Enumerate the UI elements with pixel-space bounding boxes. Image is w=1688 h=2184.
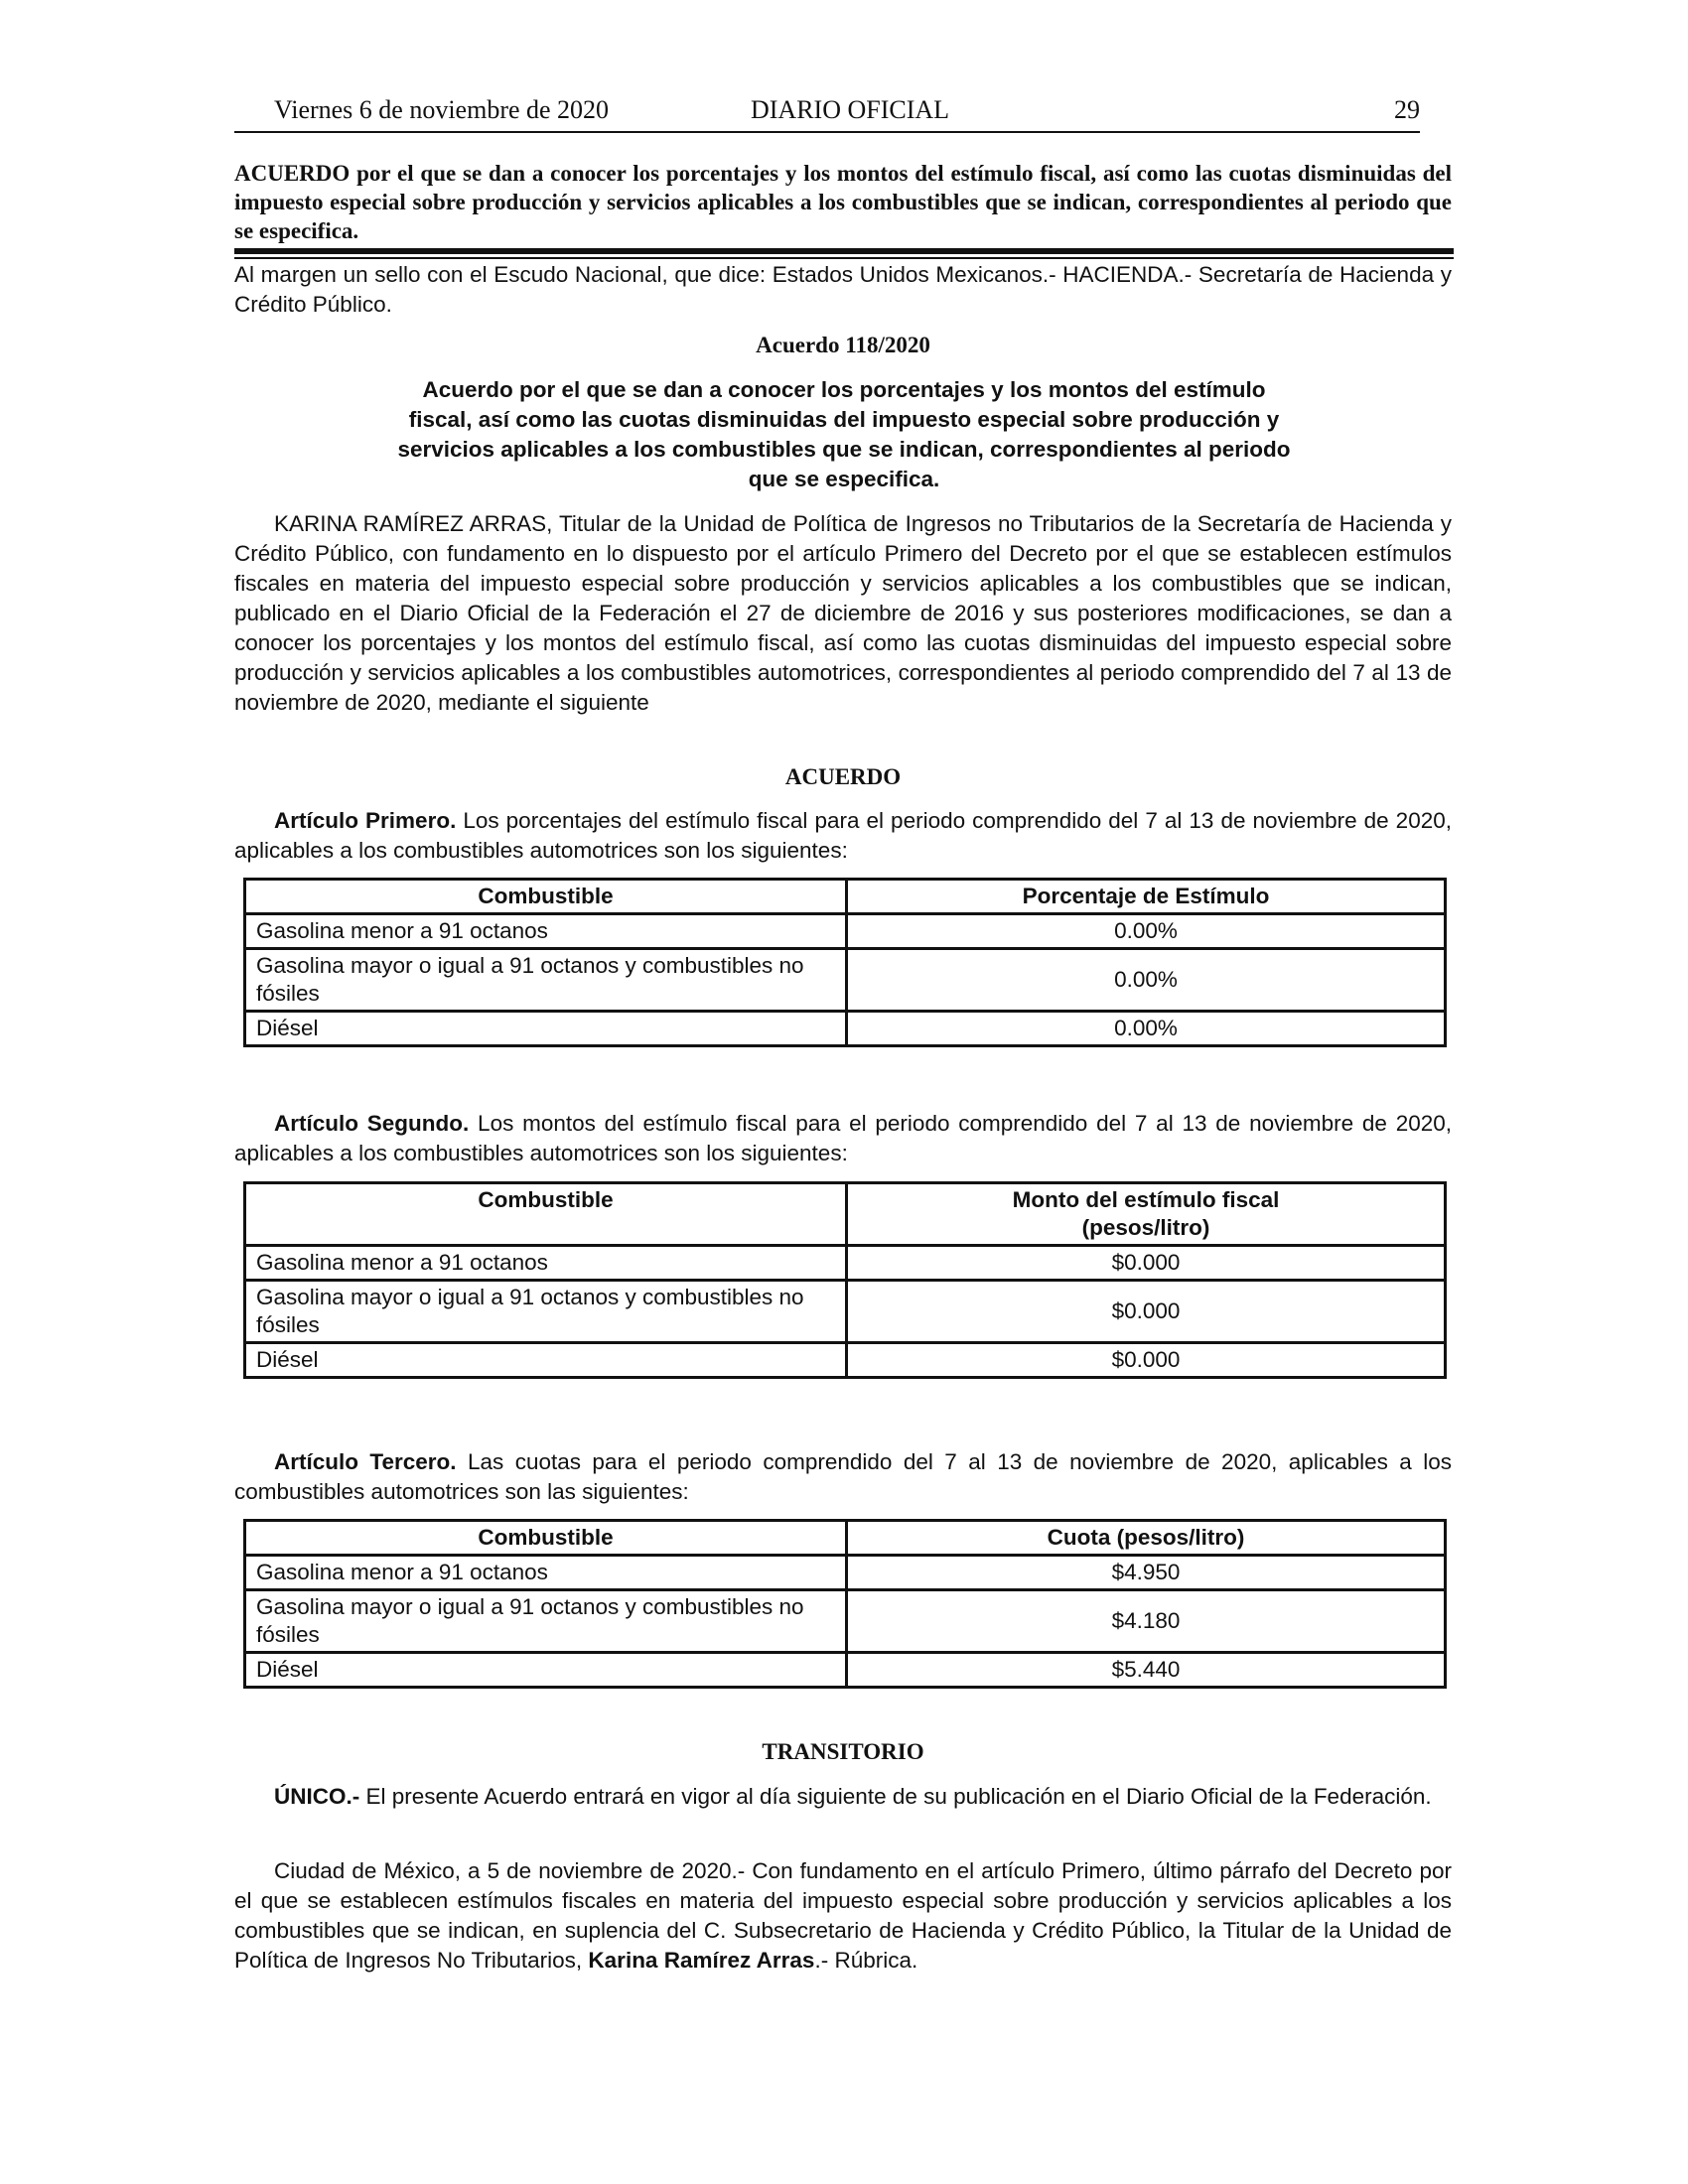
- value-cell: $0.000: [847, 1343, 1446, 1378]
- table-row: [245, 1012, 1446, 1046]
- column-header-fuel: Combustible: [245, 1183, 847, 1246]
- column-header-fuel: Combustible: [245, 1521, 847, 1556]
- column-header-quota: Cuota (pesos/litro): [847, 1521, 1446, 1556]
- article3-lead: Artículo Tercero.: [274, 1449, 457, 1474]
- fuel-cell: Gasolina mayor o igual a 91 octanos y combustibles no fósiles: [245, 1590, 847, 1653]
- value-cell: $5.440: [847, 1653, 1446, 1688]
- article1-lead: Artículo Primero.: [274, 808, 457, 833]
- unico-lead: ÚNICO.-: [274, 1784, 360, 1809]
- acuerdo-number: Acuerdo 118/2020: [756, 333, 930, 357]
- article3-paragraph: [234, 1447, 1452, 1507]
- header-date: Viernes 6 de noviembre de 2020: [274, 95, 610, 124]
- value-cell: 0.00%: [847, 949, 1446, 1012]
- stimulus-amount-table: [243, 1181, 1447, 1379]
- article2-text: Los montos del estímulo fiscal para el periodo comprendido del 7 al 13 de noviembre de 2020, aplicables a los combustibles automotrices son los siguientes:: [234, 1111, 1453, 1165]
- acuerdo-heading: ACUERDO: [784, 764, 902, 789]
- table-header-row: [245, 1521, 1446, 1556]
- column-header-percentage: Porcentaje de Estímulo: [847, 880, 1446, 914]
- value-cell: 0.00%: [847, 914, 1446, 949]
- fuel-cell: Gasolina menor a 91 octanos: [245, 914, 847, 949]
- table-row: [245, 1556, 1446, 1590]
- header-publication: DIARIO OFICIAL: [751, 95, 950, 124]
- table-row: [245, 1343, 1446, 1378]
- article2-paragraph: [234, 1109, 1452, 1168]
- closing-paragraph: [234, 1856, 1452, 1976]
- table-row: [245, 914, 1446, 949]
- fuel-cell: Diésel: [245, 1343, 847, 1378]
- fuel-cell: Gasolina mayor o igual a 91 octanos y combustibles no fósiles: [245, 949, 847, 1012]
- table-header-row: [245, 1183, 1446, 1246]
- margin-note: Al margen un sello con el Escudo Nacional, que dice: Estados Unidos Mexicanos.- HACIENDA.- Secretaría de Hacienda y Crédito Público.: [234, 262, 1452, 317]
- value-cell: $4.950: [847, 1556, 1446, 1590]
- signer-name: Karina Ramírez Arras: [588, 1948, 815, 1973]
- value-cell: $0.000: [847, 1281, 1446, 1343]
- unico-paragraph: [234, 1782, 1452, 1812]
- table-row: [245, 1653, 1446, 1688]
- article2-lead: Artículo Segundo.: [274, 1111, 470, 1136]
- amount-header-line2: (pesos/litro): [1081, 1215, 1210, 1240]
- unico-text: El presente Acuerdo entrará en vigor al día siguiente de su publicación en el Diario Oficial de la Federación.: [359, 1784, 1432, 1809]
- acuerdo-subtitle: Acuerdo por el que se dan a conocer los porcentajes y los montos del estímulo fiscal, así como las cuotas disminuidas del impuesto especial sobre producción y servicios aplicables a los combustibles que se indican, correspondientes al periodo que se especifica.: [397, 377, 1291, 491]
- article1-text: Los porcentajes del estímulo fiscal para el periodo comprendido del 7 al 13 de noviembre de 2020, aplicables a los combustibles automotrices son los siguientes:: [234, 808, 1452, 863]
- fuel-cell: Diésel: [245, 1653, 847, 1688]
- stimulus-percentage-table: [243, 878, 1447, 1047]
- value-cell: $0.000: [847, 1246, 1446, 1281]
- table-row: [245, 1281, 1446, 1343]
- value-cell: $4.180: [847, 1590, 1446, 1653]
- article1-paragraph: [234, 806, 1452, 866]
- fuel-cell: Gasolina mayor o igual a 91 octanos y combustibles no fósiles: [245, 1281, 847, 1343]
- column-header-fuel: Combustible: [245, 880, 847, 914]
- amount-header-line1: Monto del estímulo fiscal: [1012, 1187, 1280, 1212]
- table-row: [245, 949, 1446, 1012]
- column-header-amount: [847, 1183, 1446, 1246]
- article3-text: Las cuotas para el periodo comprendido del 7 al 13 de noviembre de 2020, aplicables a los combustibles automotrices son las siguientes:: [234, 1449, 1452, 1504]
- intro-paragraph: KARINA RAMÍREZ ARRAS, Titular de la Unidad de Política de Ingresos no Tributarios de la Secretaría de Hacienda y Crédito Público, con fundamento en lo dispuesto por el artículo Primero del Decreto por el que se establecen estímulos fiscales en materia del impuesto especial sobre producción y servicios aplicables a los combustibles que se indican, publicado en el Diario Oficial de la Federación el 27 de diciembre de 2016 y sus posteriores modificaciones, se dan a conocer los porcentajes y los montos del estímulo fiscal, así como las cuotas disminuidas del impuesto especial sobre producción y servicios aplicables a los combustibles automotrices, correspondientes al periodo comprendido del 7 al 13 de noviembre de 2020, mediante el siguiente: [234, 511, 1452, 715]
- transitorio-heading: TRANSITORIO: [762, 1739, 924, 1764]
- closing-tail: .- Rúbrica.: [814, 1948, 918, 1973]
- quota-table: [243, 1519, 1447, 1689]
- table-row: [245, 1246, 1446, 1281]
- closing-text: Ciudad de México, a 5 de noviembre de 2020.- Con fundamento en el artículo Primero, último párrafo del Decreto por el que se establecen estímulos fiscales en materia del impuesto especial sobre producción y servicios aplicables a los combustibles que se indican, en suplencia del C. Subsecretario de Hacienda y Crédito Público, la Titular de la Unidad de Política de Ingresos No Tributarios,: [234, 1858, 1452, 1973]
- fuel-cell: Gasolina menor a 91 octanos: [245, 1246, 847, 1281]
- value-cell: 0.00%: [847, 1012, 1446, 1046]
- fuel-cell: Gasolina menor a 91 octanos: [245, 1556, 847, 1590]
- page-header: [234, 95, 1420, 129]
- table-row: [245, 1590, 1446, 1653]
- table-header-row: [245, 880, 1446, 914]
- header-page-number: 29: [1394, 95, 1420, 124]
- fuel-cell: Diésel: [245, 1012, 847, 1046]
- document-title: ACUERDO por el que se dan a conocer los porcentajes y los montos del estímulo fiscal, así como las cuotas disminuidas del impuesto especial sobre producción y servicios aplicables a los combustibles que se indican, correspondientes al periodo que se especifica.: [234, 161, 1452, 243]
- title-divider-thin: [234, 257, 1454, 259]
- header-divider: [234, 131, 1420, 133]
- title-divider-thick: [234, 248, 1454, 254]
